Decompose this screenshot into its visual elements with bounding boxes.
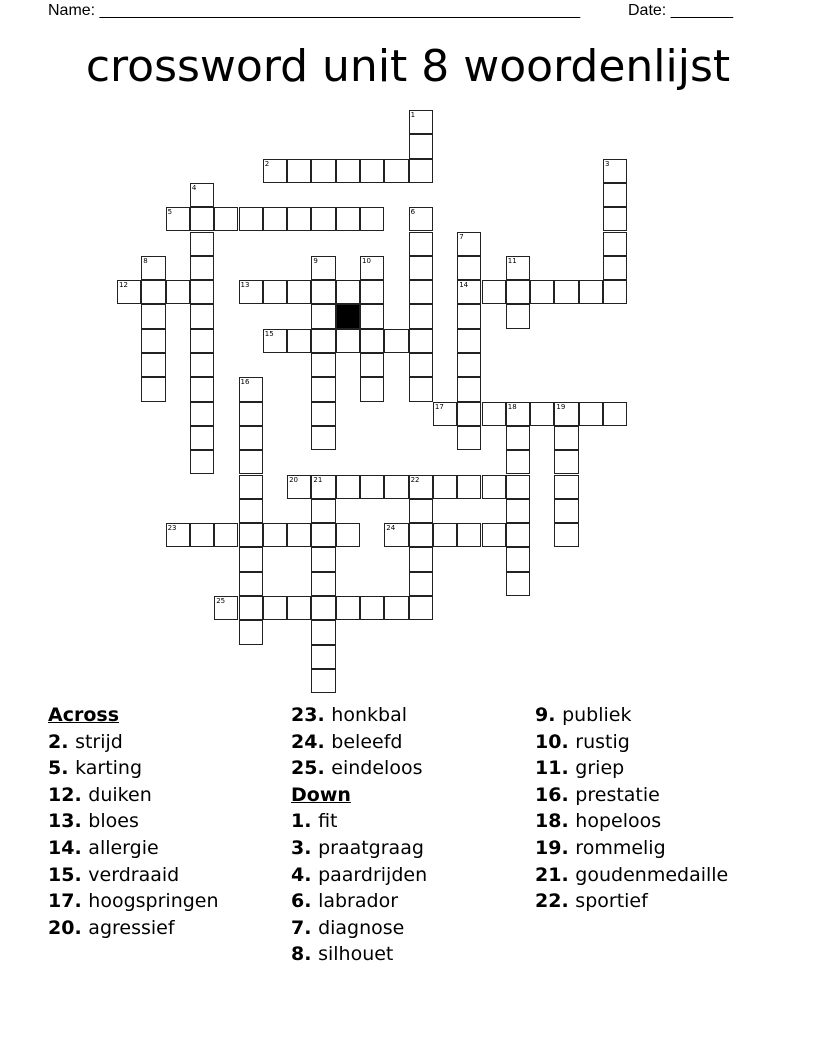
grid-cell[interactable]: [409, 523, 433, 547]
grid-cell[interactable]: [190, 353, 214, 377]
grid-cell[interactable]: [506, 450, 530, 474]
grid-cell[interactable]: [360, 159, 384, 183]
clue-number-dot: .: [74, 916, 89, 939]
across-clue: [48, 835, 219, 862]
clue-text: agressief: [88, 916, 175, 939]
clue-number-dot: .: [304, 890, 319, 913]
grid-cell[interactable]: [311, 523, 335, 547]
down-heading: Down: [291, 783, 351, 806]
clue-text: publiek: [562, 704, 632, 726]
grid-cell[interactable]: [457, 280, 481, 304]
cell-number: 23: [167, 524, 177, 533]
cell-number: 7: [459, 232, 464, 241]
across-clue: [291, 702, 427, 729]
grid-cell[interactable]: [287, 280, 311, 304]
grid-cell[interactable]: [603, 280, 627, 304]
clue-text: allergie: [88, 836, 159, 859]
clue-number: 8: [291, 943, 305, 966]
clue-number: 23: [291, 704, 318, 726]
grid-cell[interactable]: [433, 475, 457, 499]
clue-number: 1: [291, 810, 305, 833]
grid-cell[interactable]: [360, 280, 384, 304]
clue-text: goudenmedaille: [575, 863, 729, 886]
grid-cell[interactable]: [311, 669, 335, 693]
grid-cell[interactable]: [141, 377, 165, 401]
grid-cell[interactable]: [311, 329, 335, 353]
down-clue: [291, 941, 427, 968]
grid-cell[interactable]: [263, 523, 287, 547]
cell-number: 2: [264, 159, 270, 168]
grid-cell[interactable]: [506, 523, 530, 547]
grid-cell[interactable]: [214, 207, 238, 231]
grid-cell[interactable]: [360, 353, 384, 377]
grid-cell[interactable]: [506, 475, 530, 499]
clue-number: 25: [291, 757, 318, 780]
grid-cell[interactable]: [506, 426, 530, 450]
grid-cell[interactable]: [409, 110, 433, 134]
grid-cell[interactable]: [457, 256, 481, 280]
clue-number-dot: .: [561, 890, 576, 913]
clue-number-dot: .: [61, 757, 76, 780]
grid-cell[interactable]: [311, 572, 335, 596]
grid-cell[interactable]: [384, 159, 408, 183]
grid-cell[interactable]: [603, 183, 627, 207]
grid-cell[interactable]: [409, 377, 433, 401]
cell-number: 6: [410, 208, 416, 217]
grid-cell[interactable]: [554, 426, 578, 450]
clue-text: strijd: [75, 730, 123, 753]
grid-cell[interactable]: [336, 596, 360, 620]
grid-cell[interactable]: [311, 304, 335, 328]
grid-cell[interactable]: [166, 280, 190, 304]
clue-number: 9: [535, 704, 549, 726]
clue-number-dot: .: [74, 810, 89, 833]
grid-cell[interactable]: [287, 523, 311, 547]
clue-number: 15: [48, 863, 75, 886]
grid-cell[interactable]: [287, 207, 311, 231]
grid-cell[interactable]: [239, 207, 263, 231]
grid-cell[interactable]: [311, 475, 335, 499]
grid-cell[interactable]: [506, 572, 530, 596]
clue-number-dot: .: [561, 836, 576, 859]
clue-number: 16: [535, 783, 562, 806]
grid-cell[interactable]: [457, 232, 481, 256]
clue-text: griep: [575, 757, 625, 780]
grid-cell[interactable]: [239, 547, 263, 571]
grid-cell[interactable]: [239, 620, 263, 644]
grid-cell[interactable]: [409, 329, 433, 353]
grid-cell[interactable]: [506, 499, 530, 523]
down-clue: [535, 782, 728, 809]
grid-cell[interactable]: [457, 402, 481, 426]
down-clue: [291, 835, 427, 862]
grid-cell[interactable]: [190, 256, 214, 280]
across-clue: [48, 729, 219, 756]
across-heading: Across: [48, 704, 120, 726]
clue-number-dot: .: [304, 863, 319, 886]
grid-cell[interactable]: [311, 159, 335, 183]
down-clue: [535, 729, 728, 756]
grid-cell[interactable]: [457, 426, 481, 450]
grid-cell[interactable]: [409, 232, 433, 256]
cell-number: 22: [410, 475, 420, 484]
cell-number: 5: [167, 208, 173, 217]
grid-cell[interactable]: [457, 304, 481, 328]
down-clue: [291, 915, 427, 942]
cell-number: 20: [289, 475, 299, 484]
grid-cell[interactable]: [482, 402, 506, 426]
down-clue: [535, 702, 728, 729]
clue-text: silhouet: [318, 943, 394, 966]
grid-cell[interactable]: [239, 280, 263, 304]
down-clue: [535, 808, 728, 835]
grid-cell[interactable]: [336, 475, 360, 499]
cell-number: 10: [362, 256, 371, 265]
clue-number: 20: [48, 916, 75, 939]
grid-cell[interactable]: [554, 450, 578, 474]
grid-cell[interactable]: [311, 207, 335, 231]
grid-cell[interactable]: [409, 572, 433, 596]
across-clue: [48, 808, 219, 835]
clue-text: praatgraag: [318, 836, 424, 859]
grid-cell[interactable]: [190, 304, 214, 328]
clue-text: bloes: [88, 810, 139, 833]
grid-cell[interactable]: [554, 402, 578, 426]
grid-cell[interactable]: [554, 280, 578, 304]
grid-cell[interactable]: [311, 280, 335, 304]
clue-text: fit: [318, 810, 338, 833]
grid-cell[interactable]: [409, 280, 433, 304]
grid-cell[interactable]: [263, 280, 287, 304]
grid-cell[interactable]: [360, 329, 384, 353]
clue-number: 10: [535, 730, 562, 753]
grid-cell[interactable]: [482, 523, 506, 547]
grid-cell[interactable]: [530, 280, 554, 304]
grid-cell[interactable]: [384, 523, 408, 547]
clue-number-dot: .: [304, 916, 319, 939]
across-clue: [48, 755, 219, 782]
down-clue: [291, 862, 427, 889]
grid-cell[interactable]: [239, 377, 263, 401]
clue-number-dot: .: [74, 890, 89, 913]
clue-number: 13: [48, 810, 75, 833]
grid-cell[interactable]: [409, 475, 433, 499]
grid-cell[interactable]: [530, 402, 554, 426]
grid-cell[interactable]: [190, 450, 214, 474]
grid-cell[interactable]: [579, 280, 603, 304]
grid-cell[interactable]: [506, 304, 530, 328]
grid-cell[interactable]: [239, 402, 263, 426]
grid-cell[interactable]: [239, 596, 263, 620]
grid-cell[interactable]: [287, 475, 311, 499]
grid-cell[interactable]: [214, 523, 238, 547]
clue-column-1: [48, 702, 219, 941]
date-field[interactable]: Date: _______: [628, 2, 733, 19]
clue-text: rommelig: [575, 836, 666, 859]
grid-cell[interactable]: [287, 159, 311, 183]
grid-cell[interactable]: [482, 475, 506, 499]
grid-cell[interactable]: [239, 450, 263, 474]
clue-number-dot: .: [561, 810, 576, 833]
grid-cell[interactable]: [311, 353, 335, 377]
grid-cell[interactable]: [190, 329, 214, 353]
grid-cell[interactable]: [433, 523, 457, 547]
grid-cell[interactable]: [457, 523, 481, 547]
grid-cell[interactable]: [166, 523, 190, 547]
grid-cell[interactable]: [457, 329, 481, 353]
cell-number: 24: [386, 524, 396, 533]
grid-cell[interactable]: [263, 159, 287, 183]
grid-cell[interactable]: [336, 159, 360, 183]
clue-number-dot: .: [561, 757, 576, 780]
grid-cell[interactable]: [409, 256, 433, 280]
down-clue: [291, 888, 427, 915]
grid-cell[interactable]: [384, 596, 408, 620]
grid-cell[interactable]: [603, 159, 627, 183]
cell-number: 21: [313, 475, 323, 484]
down-clue: [535, 888, 728, 915]
grid-cell[interactable]: [360, 304, 384, 328]
grid-cell[interactable]: [603, 207, 627, 231]
cell-number: 12: [119, 281, 128, 290]
grid-cell[interactable]: [360, 475, 384, 499]
clue-text: hopeloos: [575, 810, 662, 833]
grid-cell[interactable]: [409, 134, 433, 158]
clue-number-dot: .: [304, 943, 319, 966]
grid-cell[interactable]: [287, 329, 311, 353]
grid-cell[interactable]: [239, 475, 263, 499]
cell-number: 16: [240, 378, 250, 387]
grid-cell[interactable]: [336, 207, 360, 231]
grid-cell[interactable]: [506, 280, 530, 304]
grid-cell[interactable]: [166, 207, 190, 231]
grid-cell[interactable]: [311, 256, 335, 280]
clue-number: 6: [291, 890, 305, 913]
clue-text: duiken: [88, 783, 152, 806]
clue-number-dot: .: [561, 730, 576, 753]
grid-cell[interactable]: [409, 304, 433, 328]
clue-number-dot: .: [304, 810, 319, 833]
grid-cell[interactable]: [384, 329, 408, 353]
clue-text: honkbal: [331, 704, 407, 726]
down-clue: [535, 862, 728, 889]
grid-cell[interactable]: [360, 596, 384, 620]
grid-cell[interactable]: [190, 232, 214, 256]
cell-number: 4: [191, 183, 197, 192]
clue-number-dot: .: [74, 863, 89, 886]
grid-cell[interactable]: [117, 280, 141, 304]
clue-number-dot: .: [561, 863, 576, 886]
cell-number: 3: [605, 159, 610, 168]
grid-cell[interactable]: [141, 353, 165, 377]
grid-cell[interactable]: [190, 377, 214, 401]
grid-cell[interactable]: [311, 402, 335, 426]
clue-number: 14: [48, 836, 75, 859]
grid-cell[interactable]: [239, 523, 263, 547]
grid-cell[interactable]: [311, 426, 335, 450]
grid-cell[interactable]: [311, 620, 335, 644]
clue-text: diagnose: [318, 916, 405, 939]
cell-number: 15: [264, 329, 274, 338]
grid-cell[interactable]: [190, 402, 214, 426]
clue-column-3: [535, 702, 728, 915]
grid-cell[interactable]: [409, 159, 433, 183]
across-clue: [48, 862, 219, 889]
grid-cell[interactable]: [190, 426, 214, 450]
down-clue: [535, 835, 728, 862]
grid-cell[interactable]: [506, 402, 530, 426]
grid-cell[interactable]: [409, 353, 433, 377]
grid-cell[interactable]: [433, 402, 457, 426]
clue-number: 12: [48, 783, 75, 806]
grid-cell[interactable]: [190, 207, 214, 231]
grid-cell[interactable]: [360, 377, 384, 401]
grid-cell[interactable]: [311, 596, 335, 620]
grid-cell[interactable]: [311, 645, 335, 669]
clue-number-dot: .: [74, 836, 89, 859]
grid-cell[interactable]: [360, 256, 384, 280]
clue-text: hoogspringen: [88, 890, 219, 913]
across-clue: [291, 755, 427, 782]
clue-number-dot: .: [317, 704, 332, 726]
name-field[interactable]: Name: ______________________________________________________: [48, 2, 581, 19]
grid-cell[interactable]: [603, 256, 627, 280]
clue-text: beleefd: [331, 730, 403, 753]
grid-cell[interactable]: [190, 523, 214, 547]
grid-cell[interactable]: [457, 353, 481, 377]
grid-cell[interactable]: [311, 377, 335, 401]
clue-number: 21: [535, 863, 562, 886]
grid-cell[interactable]: [409, 207, 433, 231]
grid-cell[interactable]: [409, 547, 433, 571]
clue-number: 5: [48, 757, 62, 780]
clue-text: paardrijden: [318, 863, 428, 886]
grid-cell[interactable]: [554, 523, 578, 547]
clue-number-dot: .: [317, 730, 332, 753]
grid-cell[interactable]: [360, 207, 384, 231]
cell-number: 17: [434, 402, 444, 411]
clue-text: labrador: [318, 890, 399, 913]
grid-cell[interactable]: [190, 183, 214, 207]
across-clue: [48, 888, 219, 915]
grid-cell[interactable]: [457, 377, 481, 401]
across-clue: [48, 915, 219, 942]
clue-number: 22: [535, 890, 562, 913]
clue-number: 4: [291, 863, 305, 886]
grid-cell[interactable]: [141, 280, 165, 304]
grid-cell[interactable]: [336, 280, 360, 304]
clue-number-dot: .: [61, 730, 76, 753]
clue-column-2: [291, 702, 427, 968]
grid-cell[interactable]: [239, 572, 263, 596]
clue-text: rustig: [575, 730, 630, 753]
clue-number-dot: .: [74, 783, 89, 806]
grid-cell[interactable]: [336, 523, 360, 547]
cell-number: 9: [313, 256, 318, 265]
grid-cell[interactable]: [579, 402, 603, 426]
cell-number: 13: [240, 281, 250, 290]
grid-cell[interactable]: [311, 499, 335, 523]
grid-cell[interactable]: [603, 232, 627, 256]
grid-cell[interactable]: [141, 304, 165, 328]
cell-number: 14: [459, 281, 469, 290]
clue-number: 18: [535, 810, 562, 833]
clue-number: 7: [291, 916, 305, 939]
grid-cell[interactable]: [336, 329, 360, 353]
grid-cell[interactable]: [506, 256, 530, 280]
clue-number: 19: [535, 836, 562, 859]
grid-cell[interactable]: [554, 499, 578, 523]
across-clue: [291, 729, 427, 756]
grid-cell[interactable]: [457, 475, 481, 499]
clue-number: 11: [535, 757, 562, 780]
clue-number-dot: .: [561, 783, 576, 806]
grid-cell[interactable]: [506, 547, 530, 571]
clue-number: 2: [48, 730, 62, 753]
clue-text: eindeloos: [331, 757, 423, 780]
down-clue: [291, 808, 427, 835]
clue-number: 17: [48, 890, 75, 913]
cell-number: 1: [410, 111, 416, 119]
clue-text: prestatie: [575, 783, 660, 806]
grid-cell[interactable]: [311, 547, 335, 571]
clue-number-dot: .: [317, 757, 332, 780]
cell-number: 11: [507, 256, 517, 265]
grid-cell[interactable]: [190, 280, 214, 304]
cell-number: 25: [216, 597, 226, 605]
clue-number: 3: [291, 836, 305, 859]
grid-cell[interactable]: [141, 329, 165, 353]
clue-number: 24: [291, 730, 318, 753]
clue-text: verdraaid: [88, 863, 180, 886]
grid-cell[interactable]: [263, 596, 287, 620]
clue-text: sportief: [575, 890, 648, 913]
grid-cell[interactable]: [409, 596, 433, 620]
grid-cell[interactable]: [554, 475, 578, 499]
cell-number: 8: [143, 256, 148, 265]
grid-cell[interactable]: [287, 596, 311, 620]
grid-cell[interactable]: [263, 207, 287, 231]
grid-cell[interactable]: [482, 280, 506, 304]
clue-text: karting: [75, 757, 143, 780]
down-clue: [535, 755, 728, 782]
cell-number: 19: [556, 402, 566, 411]
black-cell: [336, 304, 360, 328]
grid-cell[interactable]: [384, 475, 408, 499]
clue-number-dot: .: [548, 704, 563, 726]
grid-cell[interactable]: [214, 596, 238, 620]
cell-number: 18: [507, 402, 517, 411]
across-clue: [48, 782, 219, 809]
page-title: crossword unit 8 woordenlijst: [85, 41, 731, 92]
grid-cell[interactable]: [263, 329, 287, 353]
grid-cell[interactable]: [603, 402, 627, 426]
grid-cell[interactable]: [239, 499, 263, 523]
grid-cell[interactable]: [141, 256, 165, 280]
grid-cell[interactable]: [409, 499, 433, 523]
clue-number-dot: .: [304, 836, 319, 859]
grid-cell[interactable]: [239, 426, 263, 450]
